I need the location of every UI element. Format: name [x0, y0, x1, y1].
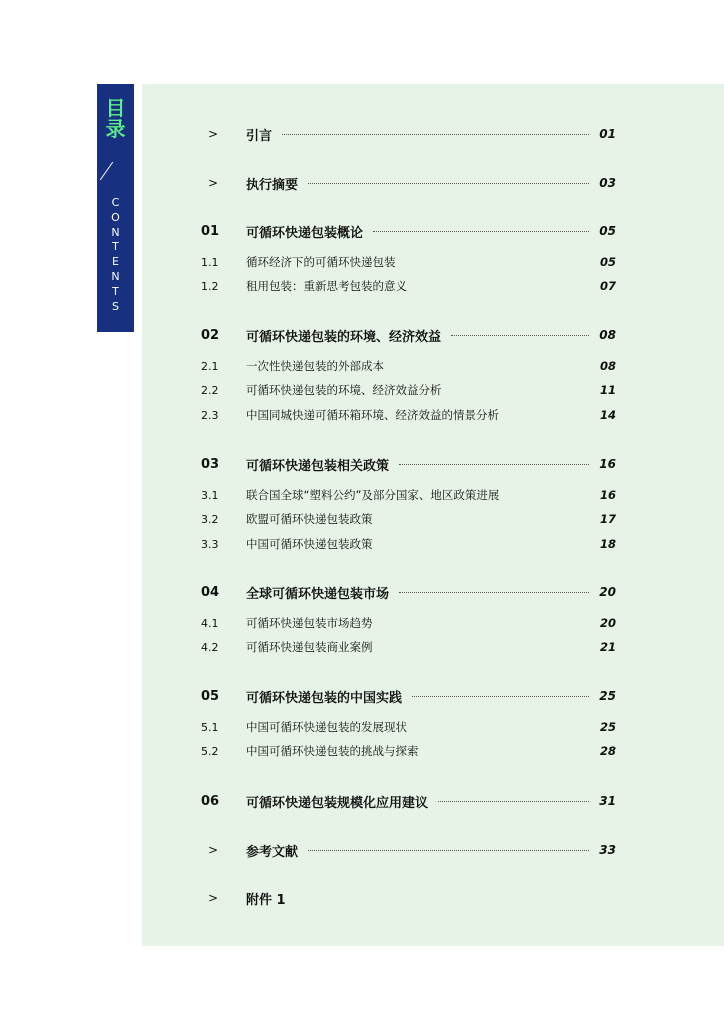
toc-chapter-04[interactable]: [201, 582, 616, 602]
chapter-number: 05: [201, 688, 220, 704]
chapter-number: 01: [201, 223, 220, 239]
chevron-right-icon: >: [208, 127, 219, 141]
toc-entry-intro[interactable]: [201, 124, 616, 144]
section-number: 3.2: [201, 512, 219, 526]
page-number: 14: [599, 408, 616, 422]
dot-leader: [399, 464, 589, 465]
title-char: 目: [105, 96, 126, 120]
section-number: 5.2: [201, 744, 219, 758]
dot-leader: [412, 696, 589, 697]
letter: T: [112, 284, 119, 298]
toc-section-4-1[interactable]: [201, 613, 616, 633]
page-number: 01: [599, 127, 616, 141]
entry-title: 全球可循环快递包装市场: [246, 586, 390, 602]
page-number: 17: [599, 512, 616, 526]
section-number: 4.2: [201, 640, 219, 654]
toc-section-2-1[interactable]: [201, 356, 616, 376]
toc-section-2-2[interactable]: [201, 380, 616, 400]
entry-title: 循环经济下的可循环快递包装: [246, 255, 396, 269]
entry-title: 可循环快递包装的环境、经济效益分析: [246, 383, 442, 397]
page-number: 05: [599, 255, 616, 269]
letter: N: [111, 269, 120, 283]
letter: N: [111, 225, 120, 239]
contents-title-en: [97, 196, 134, 314]
entry-title: 可循环快递包装规模化应用建议: [246, 795, 429, 811]
dot-leader: [373, 231, 589, 232]
page-number: 25: [599, 720, 616, 734]
section-number: 3.1: [201, 488, 219, 502]
toc-section-3-1[interactable]: [201, 485, 616, 505]
toc-chapter-06[interactable]: [201, 791, 616, 811]
letter: T: [112, 240, 119, 254]
chapter-number: 04: [201, 584, 220, 600]
toc-section-3-2[interactable]: [201, 509, 616, 529]
toc-chapter-05[interactable]: [201, 686, 616, 706]
entry-title: 可循环快递包装相关政策: [246, 458, 390, 474]
toc-entry-summary[interactable]: [201, 173, 616, 193]
section-number: 5.1: [201, 720, 219, 734]
toc-section-1-2[interactable]: [201, 276, 616, 296]
dot-leader: [308, 183, 589, 184]
entry-title: 一次性快递包装的外部成本: [246, 359, 384, 373]
dot-leader: [308, 850, 589, 851]
page-number: 25: [599, 689, 616, 703]
entry-title: 中国可循环快递包装的挑战与探索: [246, 744, 419, 758]
section-number: 2.2: [201, 383, 219, 397]
dot-leader: [438, 801, 589, 802]
letter: C: [111, 196, 120, 209]
entry-title: 联合国全球“塑料公约”及部分国家、地区政策进展: [246, 488, 500, 502]
letter: O: [111, 210, 120, 224]
letter: E: [112, 255, 119, 269]
toc-section-2-3[interactable]: [201, 405, 616, 425]
dot-leader: [451, 335, 589, 336]
section-number: 1.1: [201, 255, 219, 269]
page-number: 07: [599, 279, 616, 293]
toc-section-5-1[interactable]: [201, 717, 616, 737]
entry-title: 中国可循环快递包装的发展现状: [246, 720, 407, 734]
page-number: 20: [599, 616, 616, 630]
dot-leader: [282, 134, 589, 135]
entry-title: 可循环快递包装概论: [246, 225, 364, 241]
page-number: 28: [599, 744, 616, 758]
page-number: 18: [599, 537, 616, 551]
toc-section-5-2[interactable]: [201, 741, 616, 761]
divider-slash: [100, 162, 113, 181]
page-number: 20: [599, 585, 616, 599]
page-number: 08: [599, 359, 616, 373]
entry-title: 可循环快递包装商业案例: [246, 640, 373, 654]
entry-title: 欧盟可循环快递包装政策: [246, 512, 373, 526]
chapter-number: 02: [201, 327, 220, 343]
chevron-right-icon: >: [208, 891, 219, 905]
entry-title: 中国同城快递可循环箱环境、经济效益的情景分析: [246, 408, 499, 422]
chevron-right-icon: >: [208, 843, 219, 857]
section-number: 1.2: [201, 279, 219, 293]
dot-leader: [399, 592, 589, 593]
entry-title: 引言: [246, 128, 273, 144]
entry-title: 可循环快递包装的环境、经济效益: [246, 329, 442, 345]
toc-section-3-3[interactable]: [201, 534, 616, 554]
entry-title: 可循环快递包装市场趋势: [246, 616, 373, 630]
toc-section-1-1[interactable]: [201, 252, 616, 272]
page-number: 16: [599, 457, 616, 471]
entry-title: 中国可循环快递包装政策: [246, 537, 373, 551]
chapter-number: 03: [201, 456, 220, 472]
section-number: 2.3: [201, 408, 219, 422]
entry-title: 参考文献: [246, 844, 299, 860]
page-number: 33: [599, 843, 616, 857]
page-number: 03: [599, 176, 616, 190]
contents-side-tab: [97, 84, 134, 332]
toc-chapter-01[interactable]: [201, 221, 616, 241]
page-number: 08: [599, 328, 616, 342]
toc-section-4-2[interactable]: [201, 637, 616, 657]
title-char: 录: [105, 117, 126, 141]
page-number: 31: [599, 794, 616, 808]
chevron-right-icon: >: [208, 176, 219, 190]
page-number: 21: [599, 640, 616, 654]
section-number: 2.1: [201, 359, 219, 373]
toc-entry-appendix[interactable]: [201, 888, 616, 908]
toc-chapter-03[interactable]: [201, 454, 616, 474]
page-number: 16: [599, 488, 616, 502]
chapter-number: 06: [201, 793, 220, 809]
entry-title: 可循环快递包装的中国实践: [246, 690, 403, 706]
toc-entry-references[interactable]: [201, 840, 616, 860]
section-number: 4.1: [201, 616, 219, 630]
page-number: 05: [599, 224, 616, 238]
entry-title: 附件 1: [246, 892, 286, 908]
letter: S: [112, 299, 119, 313]
entry-title: 租用包装：重新思考包装的意义: [246, 279, 407, 293]
section-number: 3.3: [201, 537, 219, 551]
contents-title-cn: [97, 98, 134, 140]
entry-title: 执行摘要: [246, 177, 299, 193]
page-number: 11: [599, 383, 616, 397]
toc-chapter-02[interactable]: [201, 325, 616, 345]
